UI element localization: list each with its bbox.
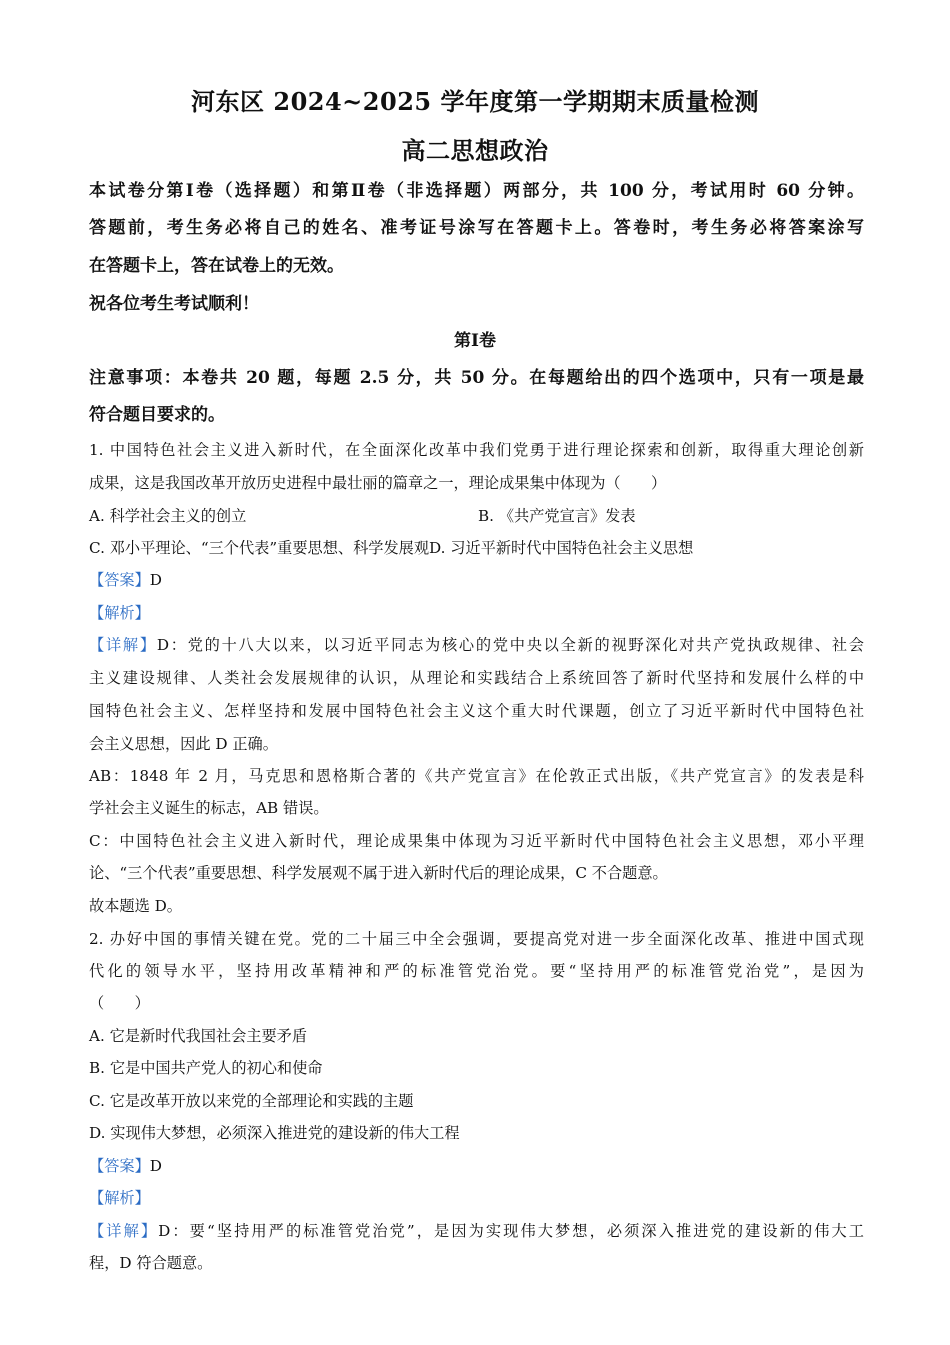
q1-detail-tag: 【详解】 (89, 636, 157, 654)
q2-stem-line-3: （ ） (89, 994, 150, 1012)
q1-answer-row (89, 570, 864, 590)
instruction-line-4: 祝各位考生考试顺利！ (89, 294, 259, 314)
q1-conclusion: 故本题选 D。 (89, 897, 182, 915)
q1-detail-line-4: 会主义思想，因此 D 正确。 (89, 735, 278, 753)
q1-stem-line-2: 成果，这是我国改革开放历史进程中最壮丽的篇章之一，理论成果集中体现为（ ） (89, 474, 667, 492)
q2-answer-row (89, 1156, 864, 1176)
q1-detail-line-3: 国特色社会主义、怎样坚持和发展中国特色社会主义这个重大时代课题，创立了习近平新时代中国特色社 (89, 702, 864, 720)
q1-detail-line-1 (89, 635, 864, 655)
q2-detail-line-1 (89, 1221, 864, 1241)
q1-detail-text: D：党的十八大以来，以习近平同志为核心的党中央以全新的视野深化对共产党执政规律、社会 (156, 636, 864, 654)
q1-c-line-1: C：中国特色社会主义进入新时代，理论成果集中体现为习近平新时代中国特色社会主义思想，邓小平理 (89, 832, 864, 850)
q1-ab-line-2: 学社会主义诞生的标志，AB 错误。 (89, 799, 329, 817)
q2-analysis-tag: 【解析】 (89, 1189, 150, 1207)
instruction-line-2: 答题前，考生务必将自己的姓名、准考证号涂写在答题卡上。答卷时，考生务必将答案涂写 (89, 218, 864, 238)
q2-stem-line-1: 2. 办好中国的事情关键在党。党的二十届三中全会强调，要提高党对进一步全面深化改革、推进中国式现 (89, 930, 864, 948)
q1-detail-line-2: 主义建设规律、人类社会发展规律的认识，从理论和实践结合上系统回答了新时代坚持和发展什么样的中 (89, 669, 864, 687)
instruction-line-3: 在答题卡上，答在试卷上的无效。 (89, 256, 344, 276)
instruction-line-1: 本试卷分第Ⅰ卷（选择题）和第Ⅱ卷（非选择题）两部分，共 100 分，考试用时 60 分钟。 (89, 181, 864, 201)
q1-stem-line-1: 1. 中国特色社会主义进入新时代，在全面深化改革中我们党勇于进行理论探索和创新，取得重大理论创新 (89, 441, 864, 459)
q1-ab-line-1: AB：1848 年 2 月，马克思和恩格斯合著的《共产党宣言》在伦敦正式出版，《共产党宣言》的发表是科 (89, 767, 864, 785)
section-heading: 第Ⅰ卷 (454, 331, 496, 351)
q2-option-c: C. 它是改革开放以来党的全部理论和实践的主题 (89, 1092, 414, 1110)
q2-stem-line-2: 代化的领导水平，坚持用改革精神和严的标准管党治党。要“坚持用严的标准管党治党”，是因为 (89, 962, 864, 980)
exam-title: 河东区 2024~2025 学年度第一学期期末质量检测 (191, 87, 759, 116)
q2-option-d: D. 实现伟大梦想，必须深入推进党的建设新的伟大工程 (89, 1124, 460, 1142)
exam-subject: 高二思想政治 (401, 136, 549, 165)
q2-answer-tag: 【答案】 (89, 1157, 150, 1175)
q1-answer-tag: 【答案】 (89, 571, 150, 589)
section-note-line-1: 注意事项：本卷共 20 题，每题 2.5 分，共 50 分。在每题给出的四个选项中，只有一项是最 (89, 368, 864, 388)
section-note-line-2: 符合题目要求的。 (89, 405, 225, 425)
q1-option-b: B. 《共产党宣言》发表 (478, 507, 636, 525)
q2-answer: D (149, 1157, 162, 1175)
q2-option-a: A. 它是新时代我国社会主要矛盾 (89, 1027, 308, 1045)
q1-answer: D (149, 571, 162, 589)
q1-option-c-d: C. 邓小平理论、“三个代表”重要思想、科学发展观D. 习近平新时代中国特色社会主义思想 (89, 539, 694, 557)
q1-c-line-2: 论、“三个代表”重要思想、科学发展观不属于进入新时代后的理论成果，C 不合题意。 (89, 864, 668, 882)
q1-option-a: A. 科学社会主义的创立 (89, 507, 247, 525)
q2-detail-text: D：要“坚持用严的标准管党治党”，是因为实现伟大梦想，必须深入推进党的建设新的伟大工 (158, 1222, 864, 1240)
q2-option-b: B. 它是中国共产党人的初心和使命 (89, 1059, 323, 1077)
q2-detail-tag: 【详解】 (89, 1222, 159, 1240)
q1-analysis-tag: 【解析】 (89, 604, 150, 622)
q2-detail-line-2: 程，D 符合题意。 (89, 1254, 213, 1272)
